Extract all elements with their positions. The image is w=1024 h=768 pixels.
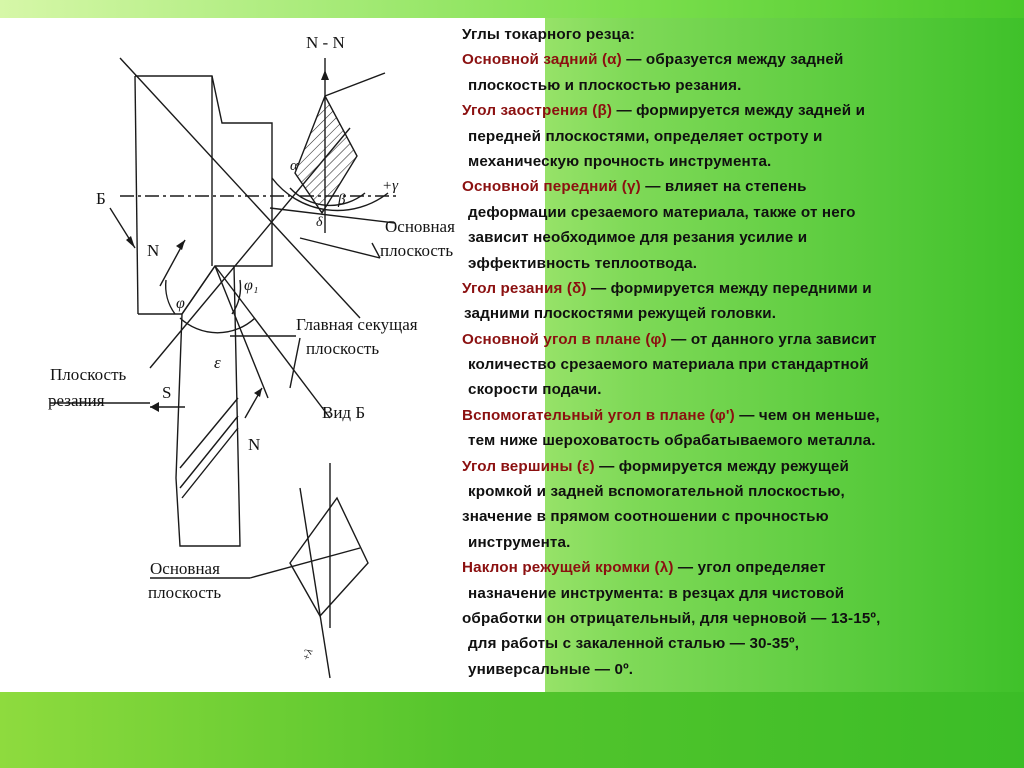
section-arrow-head bbox=[321, 70, 329, 80]
label-base-plane-bottom-2: плоскость bbox=[148, 583, 222, 602]
label-phi: φ bbox=[176, 295, 185, 312]
epsilon-arc bbox=[180, 318, 255, 333]
label-beta: β bbox=[338, 192, 346, 208]
view-b-base-line bbox=[250, 548, 360, 578]
term-phi-prime: Вспомогательный угол в плане (φ') bbox=[462, 406, 735, 424]
item-phi-prime-line-1: тем ниже шероховатость обрабатываемого металла. bbox=[468, 432, 876, 450]
label-alpha: α bbox=[290, 158, 298, 174]
arrow-n-head bbox=[176, 240, 185, 250]
item-epsilon-line-1: кромкой и задней вспомогательной плоскостью, bbox=[468, 483, 845, 501]
label-plus-gamma: +γ bbox=[382, 178, 399, 194]
phi-prime-arc bbox=[232, 280, 240, 314]
angles-description bbox=[462, 22, 1018, 682]
label-b: Б bbox=[96, 189, 106, 208]
item-gamma-line-0: Основной передний (γ) — влияет на степень bbox=[462, 178, 807, 196]
item-delta-line-0: Угол резания (δ) — формируется между передними и bbox=[462, 279, 872, 297]
item-lambda-line-3: для работы с закаленной сталью — 30-35º, bbox=[468, 635, 800, 653]
label-section-nn: N - N bbox=[306, 33, 345, 52]
phi-arc bbox=[166, 280, 175, 314]
item-gamma-line-1: деформации срезаемого материала, также от него bbox=[468, 203, 856, 221]
item-lambda-line-4: универсальные — 0º. bbox=[468, 660, 634, 678]
label-epsilon: ε bbox=[214, 353, 221, 372]
term-epsilon: Угол вершины (ε) bbox=[462, 457, 595, 475]
label-lambda: +λ bbox=[300, 647, 316, 663]
item-phi-line-1: количество срезаемого материала при стандартной bbox=[468, 356, 869, 374]
term-phi: Основной угол в плане (φ) bbox=[462, 330, 667, 348]
label-phi-prime: φ₁ bbox=[244, 277, 259, 294]
item-gamma-line-2: зависит необходимое для резания усилие и bbox=[468, 229, 808, 247]
label-main-section-1: Главная секущая bbox=[296, 315, 418, 334]
tool-edge-3 bbox=[182, 428, 238, 498]
term-delta: Угол резания (δ) bbox=[462, 279, 587, 297]
plane-trace-low bbox=[290, 338, 300, 388]
arrow-b-head bbox=[126, 236, 135, 248]
bottom-green-strip bbox=[0, 692, 1024, 768]
label-delta: δ bbox=[316, 215, 323, 230]
term-gamma: Основной передний (γ) bbox=[462, 178, 641, 196]
description-title: Углы токарного резца: bbox=[462, 26, 636, 43]
label-main-section-2: плоскость bbox=[306, 339, 380, 358]
item-epsilon-line-2: значение в прямом соотношении с прочностью bbox=[462, 508, 829, 526]
plane-trace-top bbox=[300, 238, 380, 258]
tool-edge-1 bbox=[180, 398, 238, 468]
label-base-plane-bottom-1: Основная bbox=[150, 559, 220, 578]
item-beta-line-2: механическую прочность инструмента. bbox=[468, 152, 772, 170]
item-epsilon-line-3: инструмента. bbox=[468, 533, 571, 551]
label-n-left: N bbox=[147, 241, 160, 260]
item-phi-line-2: скорости подачи. bbox=[468, 381, 602, 399]
label-view-b: Вид Б bbox=[322, 403, 366, 422]
label-cut-plane-2: резания bbox=[48, 391, 105, 410]
tool-shank-outline bbox=[176, 266, 240, 546]
item-alpha-line-1: плоскостью и плоскостью резания. bbox=[468, 76, 742, 94]
item-beta-line-0: Угол заострения (β) — формируется между задней и bbox=[462, 102, 866, 120]
arrow-s-head bbox=[150, 402, 159, 412]
item-gamma-line-3: эффективность теплоотвода. bbox=[468, 254, 698, 272]
label-cut-plane-1: Плоскость bbox=[50, 365, 127, 384]
label-base-plane-top-2: плоскость bbox=[380, 241, 454, 260]
item-lambda-line-2: обработки он отрицательный, для черновой — 13-15º, bbox=[462, 609, 881, 627]
top-green-strip bbox=[0, 0, 1024, 18]
term-beta: Угол заострения (β) bbox=[462, 102, 613, 120]
label-base-plane-top-1: Основная bbox=[385, 217, 455, 236]
item-lambda-line-0: Наклон режущей кромки (λ) — угол определяет bbox=[462, 559, 826, 577]
item-beta-line-1: передней плоскостями, определяет остроту и bbox=[468, 127, 823, 145]
workpiece-edge-left bbox=[135, 76, 138, 314]
label-s: S bbox=[162, 383, 172, 402]
item-alpha-line-0: Основной задний (α) — образуется между задней bbox=[462, 51, 844, 69]
label-n-bottom: N bbox=[248, 435, 261, 454]
item-phi-line-0: Основной угол в плане (φ) — от данного угла зависит bbox=[462, 330, 877, 348]
term-lambda: Наклон режущей кромки (λ) bbox=[462, 559, 674, 577]
section-rake-line bbox=[325, 73, 385, 96]
tool-edge-2 bbox=[180, 416, 238, 488]
term-alpha: Основной задний (α) bbox=[462, 51, 622, 69]
item-lambda-line-1: назначение инструмента: в резцах для чистовой bbox=[468, 584, 845, 602]
item-delta-line-1: задними плоскостями режущей головки. bbox=[464, 305, 777, 323]
item-phi-prime-line-0: Вспомогательный угол в плане (φ') — чем он меньше, bbox=[462, 406, 880, 424]
item-epsilon-line-0: Угол вершины (ε) — формируется между режущей bbox=[462, 457, 849, 475]
arrow-n-bottom-head bbox=[254, 388, 262, 397]
